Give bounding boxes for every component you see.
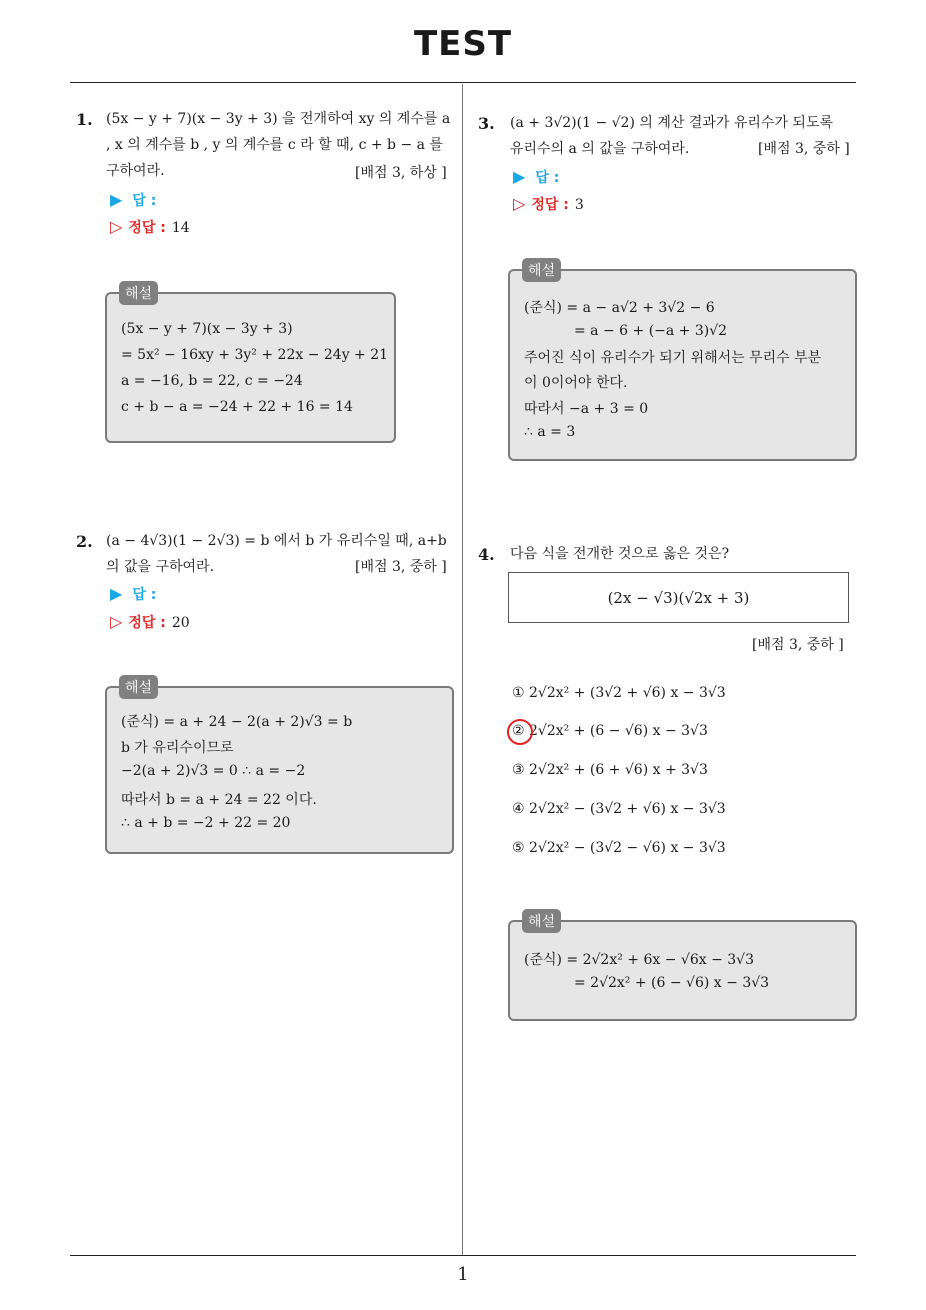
correct-answer-row	[110, 217, 190, 237]
solution-box	[508, 914, 857, 1021]
solution-line: = 5x² − 16xy + 3y² + 22x − 24y + 21	[121, 347, 389, 363]
page-number: 1	[457, 1264, 469, 1285]
page-title: TEST	[413, 24, 513, 64]
solution-line: 따라서 b = a + 24 = 22 이다.	[121, 792, 317, 808]
problem-number: 4.	[478, 545, 495, 564]
question-line: 구하여라.	[106, 163, 165, 179]
correct-label: 정답 :	[128, 615, 166, 631]
play-triangle-icon: ▶	[110, 190, 123, 209]
answer-input-row[interactable]	[110, 190, 156, 210]
solution-box	[105, 286, 396, 443]
choice-5[interactable]: ⑤ 2√2x² − (3√2 − √6) x − 3√3	[512, 840, 726, 856]
solution-line: 따라서 −a + 3 = 0	[524, 401, 649, 417]
solution-line: 주어진 식이 유리수가 되기 위해서는 무리수 부분	[524, 350, 822, 366]
solution-line: ∴ a = 3	[524, 424, 576, 440]
solution-tag: 해설	[119, 281, 158, 305]
expression-box: (2x − √3)(√2x + 3)	[508, 572, 849, 623]
problem-4-question	[510, 541, 729, 567]
solution-line: (준식) = a + 24 − 2(a + 2)√3 = b	[121, 714, 353, 730]
problem-number: 1.	[76, 110, 93, 129]
choice-1[interactable]: ① 2√2x² + (3√2 + √6) x − 3√3	[512, 685, 726, 701]
solution-line: ∴ a + b = −2 + 22 = 20	[121, 815, 291, 831]
solution-line: = a − 6 + (−a + 3)√2	[574, 323, 728, 339]
correct-value: 20	[171, 615, 190, 631]
correct-value: 14	[171, 220, 190, 236]
solution-box	[508, 263, 857, 461]
correct-label: 정답 :	[128, 220, 166, 236]
solution-tag: 해설	[119, 675, 158, 699]
score-meta: [배점 3, 중하 ]	[355, 559, 447, 575]
solution-tag: 해설	[522, 258, 561, 282]
selected-answer-circle-icon	[507, 719, 533, 745]
solution-line: a = −16, b = 22, c = −24	[121, 373, 303, 389]
correct-value: 3	[574, 197, 584, 213]
solution-line: b 가 유리수이므로	[121, 740, 234, 756]
correct-label: 정답 :	[531, 197, 569, 213]
solution-line: = 2√2x² + (6 − √6) x − 3√3	[574, 975, 770, 991]
outline-triangle-icon: ▷	[513, 194, 526, 213]
correct-answer-row	[110, 612, 190, 632]
problem-number: 2.	[76, 532, 93, 551]
question-line: 다음 식을 전개한 것으로 옳은 것은?	[510, 546, 730, 562]
problem-number: 3.	[478, 114, 495, 133]
outline-triangle-icon: ▷	[110, 612, 123, 631]
footer-rule	[70, 1255, 856, 1256]
solution-line: c + b − a = −24 + 22 + 16 = 14	[121, 399, 353, 415]
question-line: 유리수의 a 의 값을 구하여라.	[510, 141, 690, 157]
question-line: (5x − y + 7)(x − 3y + 3) 을 전개하여 xy 의 계수를 a	[106, 111, 451, 127]
choice-4[interactable]: ④ 2√2x² − (3√2 + √6) x − 3√3	[512, 801, 726, 817]
question-line: (a − 4√3)(1 − 2√3) = b 에서 b 가 유리수일 때, a+b	[106, 533, 447, 549]
score-meta: [배점 3, 하상 ]	[355, 165, 447, 181]
answer-input-row[interactable]	[110, 584, 156, 604]
solution-tag: 해설	[522, 909, 561, 933]
play-triangle-icon: ▶	[513, 167, 526, 186]
solution-line: (준식) = 2√2x² + 6x − √6x − 3√3	[524, 952, 755, 968]
header-rule	[70, 82, 856, 83]
outline-triangle-icon: ▷	[110, 217, 123, 236]
column-divider	[462, 84, 463, 1256]
question-line: 의 값을 구하여라.	[106, 559, 215, 575]
solution-line: (5x − y + 7)(x − 3y + 3)	[121, 321, 293, 337]
solution-box	[105, 680, 454, 854]
score-meta: [배점 3, 중하 ]	[752, 637, 844, 653]
solution-line: −2(a + 2)√3 = 0 ∴ a = −2	[121, 763, 306, 779]
answer-input-row[interactable]	[513, 167, 559, 187]
choice-3[interactable]: ③ 2√2x² + (6 + √6) x + 3√3	[512, 762, 708, 778]
choice-2[interactable]: ② 2√2x² + (6 − √6) x − 3√3	[512, 723, 708, 739]
answer-label: 답 :	[535, 170, 560, 186]
question-line: (a + 3√2)(1 − √2) 의 계산 결과가 유리수가 되도록	[510, 115, 833, 131]
score-meta: [배점 3, 중하 ]	[758, 141, 850, 157]
solution-line: (준식) = a − a√2 + 3√2 − 6	[524, 300, 715, 316]
solution-line: 이 0이어야 한다.	[524, 375, 628, 391]
play-triangle-icon: ▶	[110, 584, 123, 603]
answer-label: 답 :	[132, 587, 157, 603]
answer-label: 답 :	[132, 193, 157, 209]
question-line: , x 의 계수를 b , y 의 계수를 c 라 할 때, c + b − a 를	[106, 137, 443, 153]
correct-answer-row	[513, 194, 584, 214]
